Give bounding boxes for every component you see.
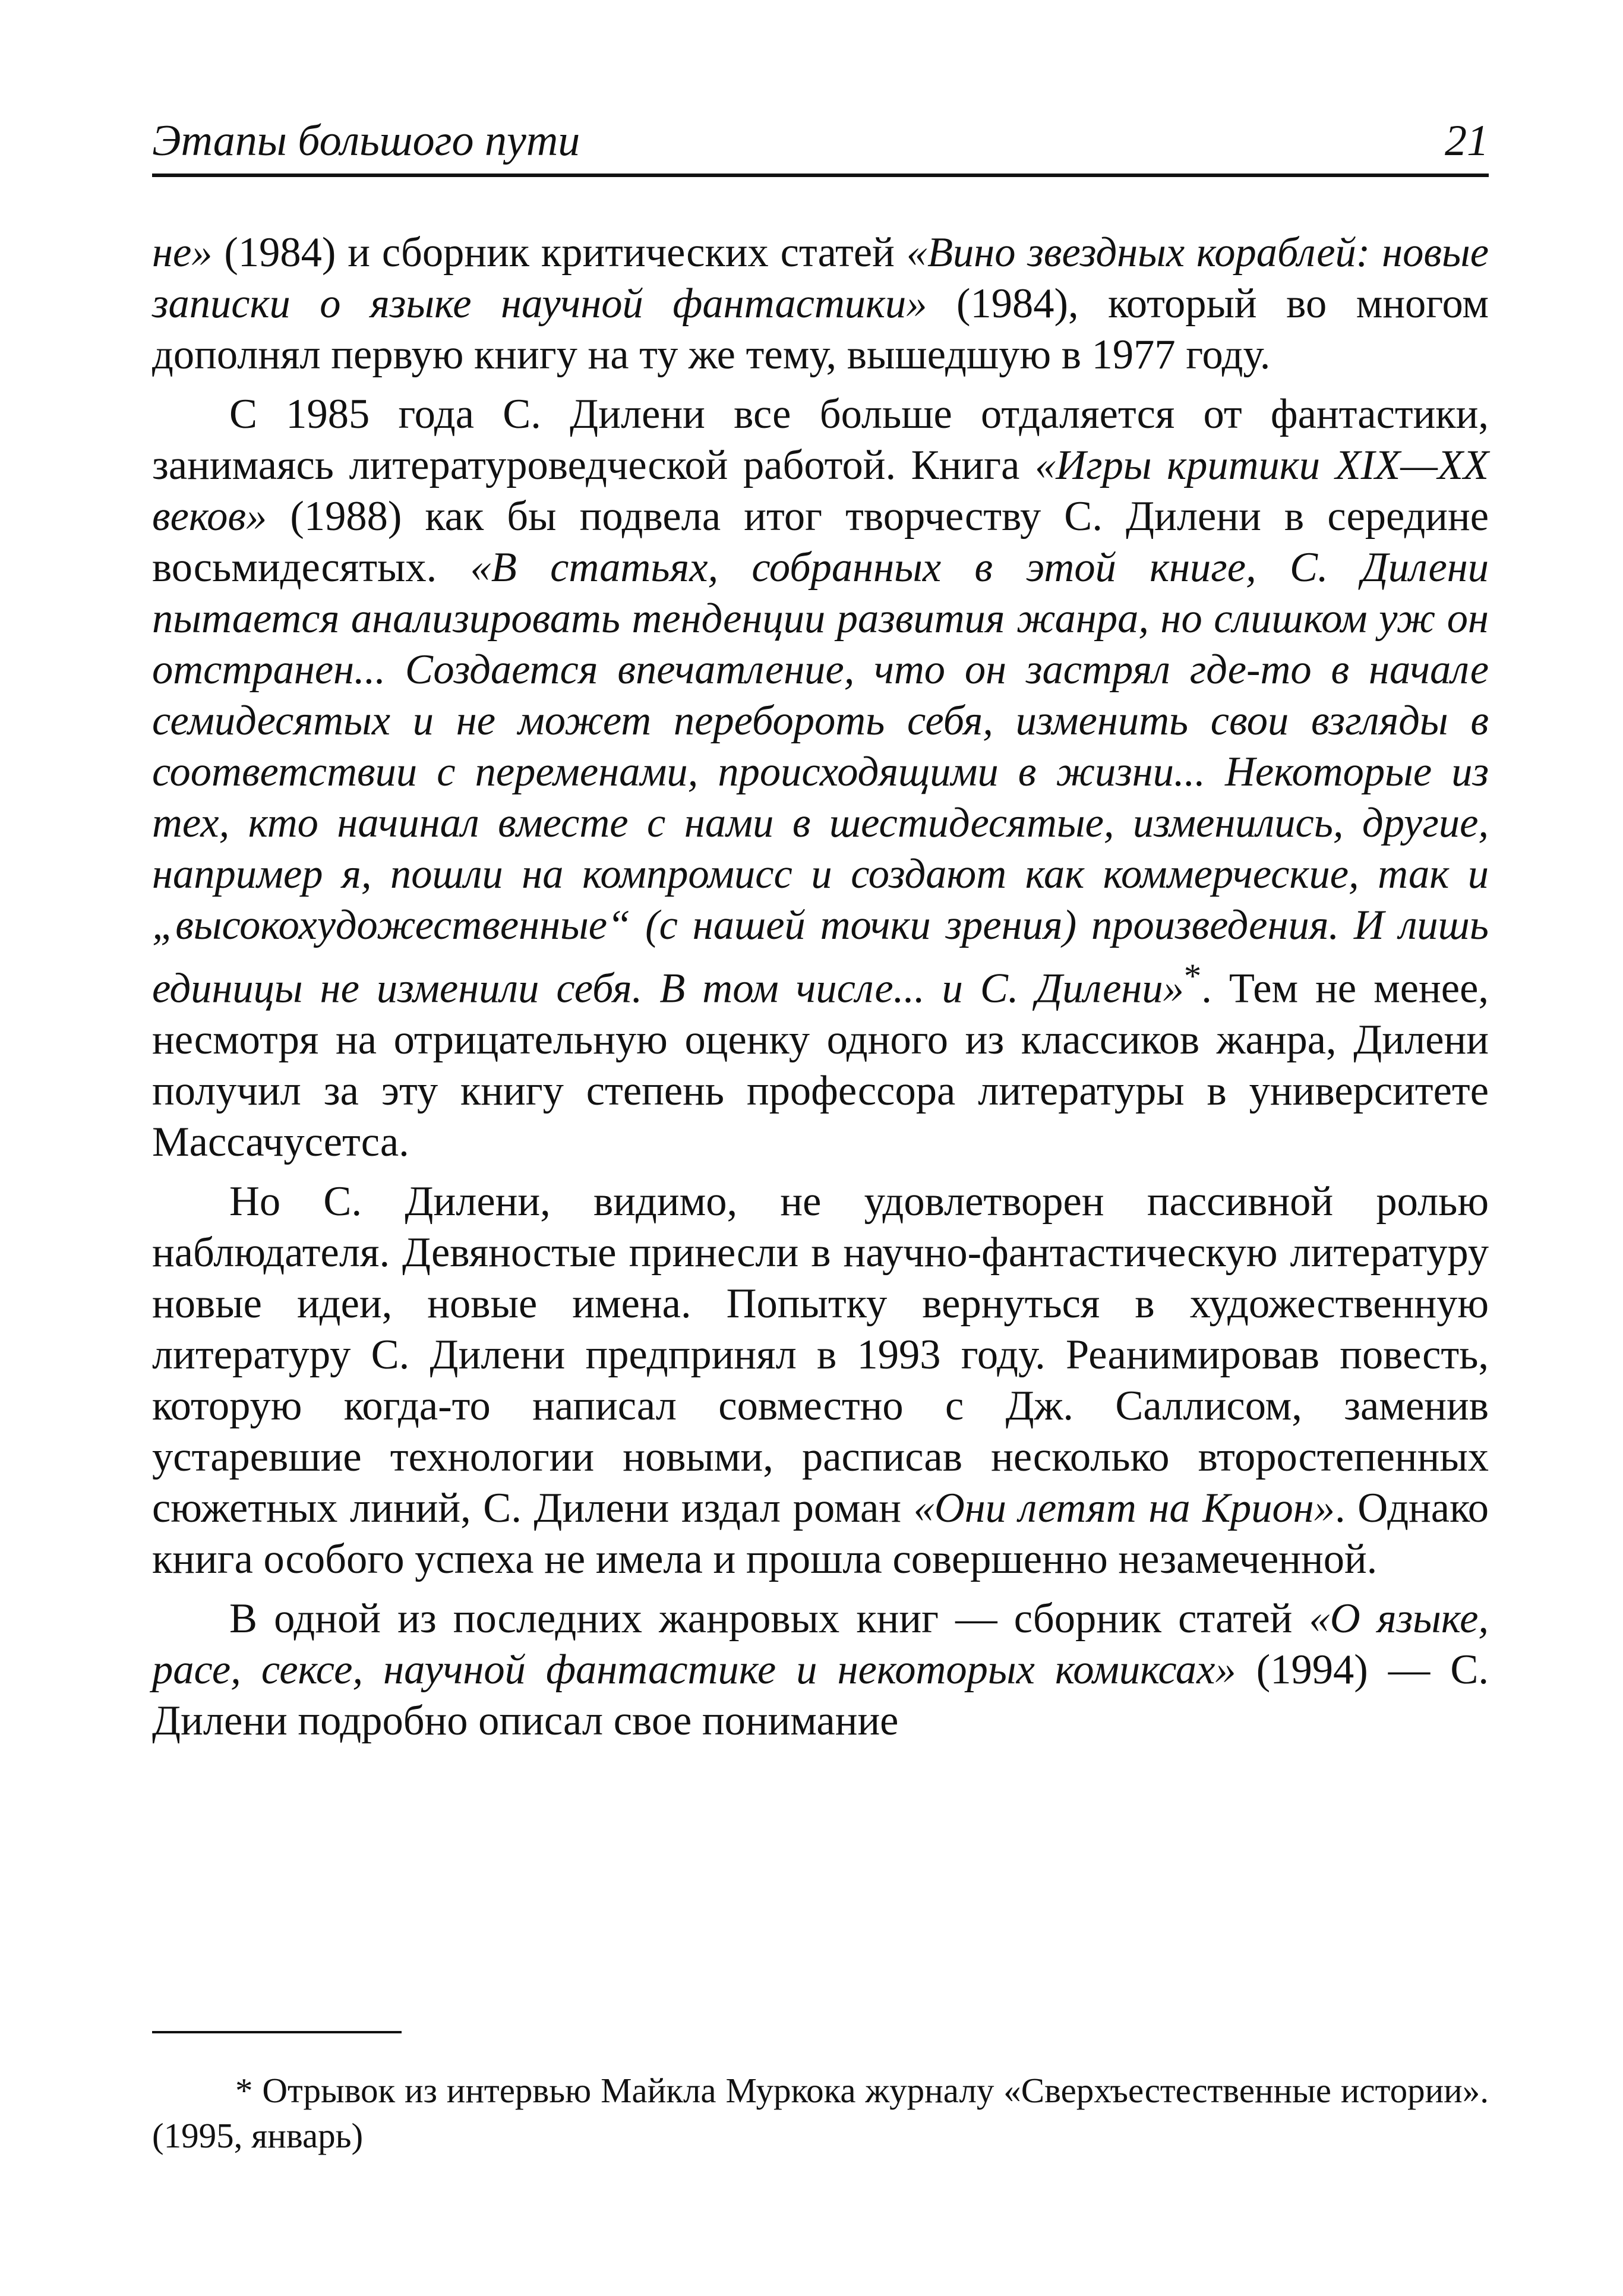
text-span: Но С. Дилени, видимо, не удовлетворен пассивной ролью наблюдателя. Девяностые принесли в научно-фантастическую литературу новые идеи, новые имена. Попытку вернуться в художественную литературу С. Дилени предпринял в 1993 году. Реанимировав повесть, которую когда-то написал совместно с Дж. Саллисом, заменив устаревшие технологии новыми, расписав несколько второстепенных сюжетных линий, С. Дилени издал роман xyxy=(152,1178,1489,1531)
running-head-title: Этапы большого пути xyxy=(152,116,580,165)
italic-span: «Игры критики XIX—XX веков» xyxy=(152,442,1489,540)
italic-span: «Они летят на Крион» xyxy=(913,1484,1335,1531)
footnote-marker: * xyxy=(1183,957,1202,995)
book-page xyxy=(152,116,1489,2155)
paragraph-1 xyxy=(152,227,1489,380)
paragraph-2 xyxy=(152,389,1489,1168)
quotation-span: «В статьях, собранных в этой книге, С. Дилени пытается анализировать тенденции развития жанра, но слишком уж он отстранен... Создается впечатление, что он застрял где-то в начале семидесятых и не может перебороть себя, изменить свои взгляды в соответствии с переменами, происходящими в жизни... Некоторые из тех, кто начинал вместе с нами в шестидесятые, изменились, другие, например я, пошли на компромисс и создают как коммерческие, так и „высокохудожественные“ (с нашей точки зрения) произведения. И лишь единицы не изменили себя. В том числе... и С. Дилени» xyxy=(152,544,1489,1012)
text-span: В одной из последних жанровых книг — сборник статей xyxy=(229,1595,1309,1642)
text-span: (1994) — С. Дилени подробно описал свое понимание xyxy=(152,1646,1489,1744)
running-head xyxy=(152,116,1489,177)
body-text xyxy=(152,227,1489,1746)
text-span: . Однако книга особого успеха не имела и прошла совершенно незамеченной. xyxy=(152,1484,1489,1582)
text-span: С 1985 года С. Дилени все больше отдаляется от фантастики, занимаясь литературоведческой работой. Книга xyxy=(152,391,1489,488)
paragraph-4 xyxy=(152,1593,1489,1746)
italic-span: не» xyxy=(152,229,213,276)
text-span: (1988) как бы подвела итог творчеству С. Дилени в середине восьмидесятых. xyxy=(152,493,1489,591)
italic-span: «Вино звездных кораблей: новые записки о языке научной фантастики» xyxy=(152,229,1489,327)
footnote-rule xyxy=(152,2031,402,2033)
page-number: 21 xyxy=(1445,116,1489,165)
text-span: (1984) и сборник критических статей xyxy=(212,229,907,276)
italic-span: «О языке, расе, сексе, научной фантастике и некоторых комиксах» xyxy=(152,1595,1489,1693)
paragraph-3 xyxy=(152,1176,1489,1585)
footnote: * Отрывок из интервью Майкла Муркока журналу «Сверхъестественные истории». (1995, январь) xyxy=(152,2071,1489,2155)
text-span: (1984), который во многом дополнял первую книгу на ту же тему, вышедшую в 1977 году. xyxy=(152,280,1489,378)
text-span: . Тем не менее, несмотря на отрицательную оценку одного из классиков жанра, Дилени получил за эту книгу степень профессора литературы в университете Массачусетса. xyxy=(152,965,1489,1165)
